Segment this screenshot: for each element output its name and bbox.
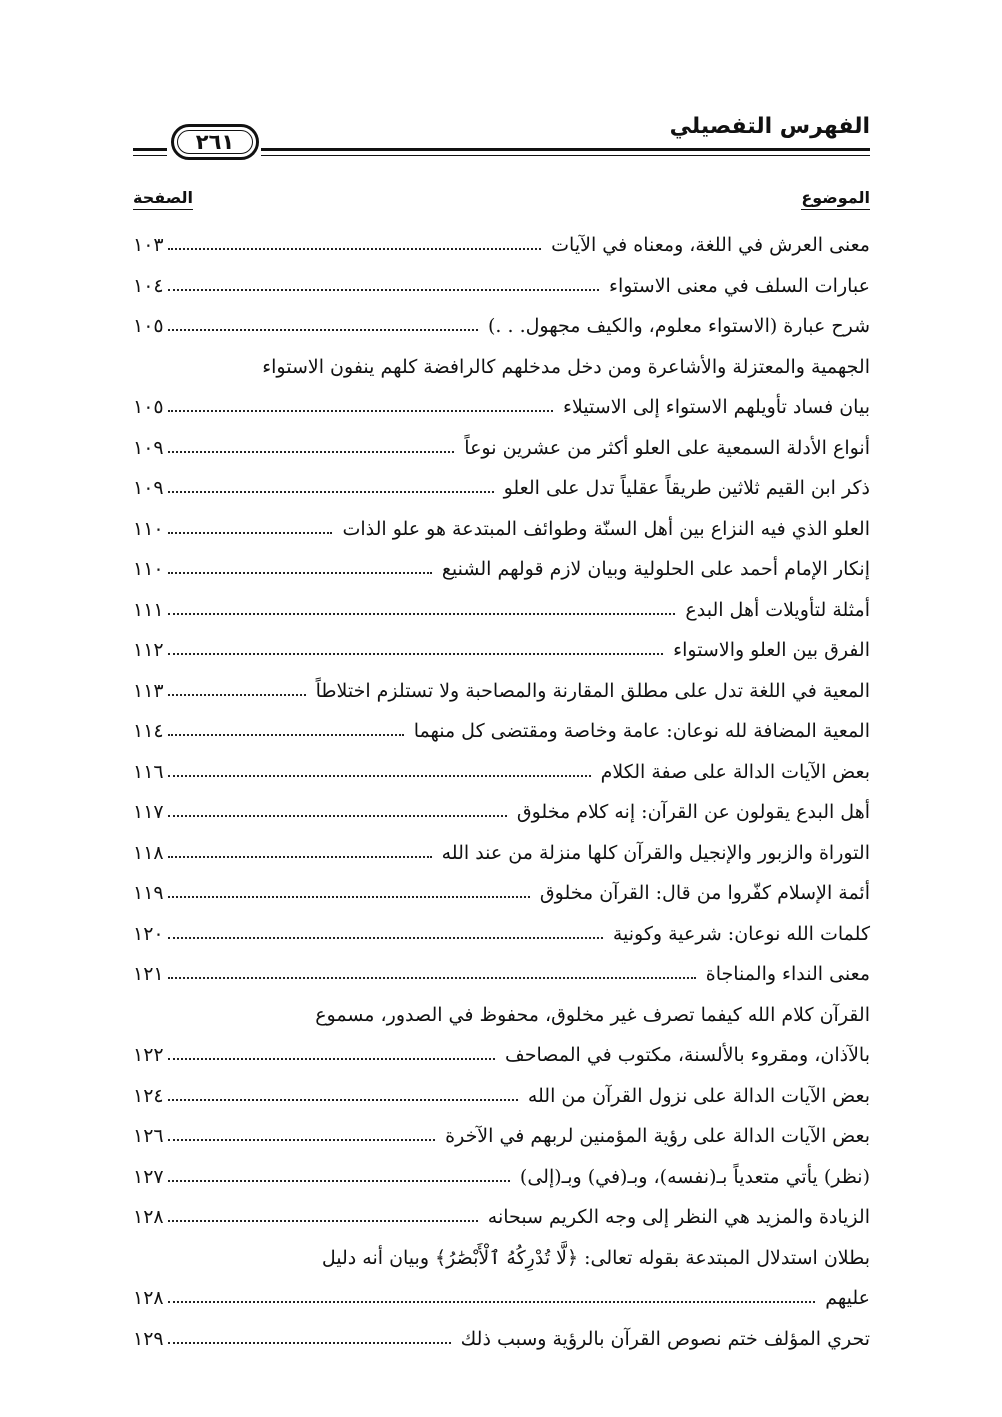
entry-text: العلو الذي فيه النزاع بين أهل السنّة وطوائف المبتدعة هو علو الذات	[342, 517, 870, 540]
entry-page-number: ١١٣	[133, 679, 164, 702]
entry-page-number: ١١٤	[133, 720, 164, 742]
dot-leader	[168, 613, 675, 615]
index-entry	[133, 1241, 870, 1282]
entry-page-number: ١٠٥	[133, 396, 164, 418]
entry-text: الزيادة والمزيد هي النظر إلى وجه الكريم سبحانه	[487, 1206, 870, 1228]
index-entry	[133, 552, 870, 593]
dot-leader	[168, 532, 332, 534]
dot-leader	[168, 491, 494, 493]
entry-page-number: ١١٦	[133, 760, 164, 783]
index-entry	[133, 350, 870, 391]
dot-leader	[168, 815, 507, 817]
index-entry	[133, 674, 870, 715]
entry-text: بعض الآيات الدالة على صفة الكلام	[600, 760, 870, 783]
entry-text: أنواع الأدلة السمعية على العلو أكثر من عشرين نوعاً	[464, 436, 870, 459]
entry-text: بالآذان، ومقروء بالألسنة، مكتوب في المصاحف	[505, 1044, 870, 1066]
dot-leader	[168, 1301, 815, 1303]
dot-leader	[168, 410, 553, 412]
entry-page-number: ١٢٩	[133, 1327, 164, 1350]
index-entry	[133, 228, 870, 269]
entry-page-number: ١٠٥	[133, 315, 164, 337]
entry-text: عليهم	[825, 1287, 870, 1309]
index-entry	[133, 1281, 870, 1322]
index-entry	[133, 309, 870, 350]
index-entry	[133, 795, 870, 836]
dot-leader	[168, 937, 603, 939]
header-rule	[133, 155, 167, 156]
dot-leader	[168, 289, 599, 291]
header-rule	[261, 148, 870, 151]
dot-leader	[168, 1099, 518, 1101]
entry-text: أمثلة لتأويلات أهل البدع	[685, 598, 870, 621]
entry-text: المعية في اللغة تدل على مطلق المقارنة والمصاحبة ولا تستلزم اختلاطاً	[315, 679, 870, 702]
entry-text: القرآن كلام الله كيفما تصرف غير مخلوق، محفوظ في الصدور، مسموع	[315, 1003, 870, 1026]
entry-page-number: ١١٠	[133, 558, 164, 580]
index-entries	[133, 228, 870, 1362]
entry-text: معنى النداء والمناجاة	[705, 963, 870, 985]
entry-text: إنكار الإمام أحمد على الحلولية وبيان لازم قولهم الشنيع	[441, 558, 870, 580]
entry-page-number: ١٢٤	[133, 1084, 164, 1107]
running-title: الفهرس التفصيلي	[669, 114, 870, 139]
entry-text: معنى العرش في اللغة، ومعناه في الآيات	[551, 234, 870, 256]
entry-page-number: ١٢٦	[133, 1125, 164, 1147]
index-entry	[133, 471, 870, 512]
column-head-topic: الموضوع	[801, 188, 870, 210]
index-entry	[133, 390, 870, 431]
header-rule	[133, 148, 167, 151]
dot-leader	[168, 1220, 478, 1222]
entry-page-number: ١٠٩	[133, 436, 164, 459]
dot-leader	[168, 775, 591, 777]
entry-text: بعض الآيات الدالة على رؤية المؤمنين لربهم في الآخرة	[445, 1125, 870, 1147]
dot-leader	[168, 572, 432, 574]
entry-page-number: ١١٩	[133, 882, 164, 904]
page-number: ٢٦١	[195, 130, 235, 154]
index-entry	[133, 269, 870, 310]
index-entry	[133, 714, 870, 755]
dot-leader	[168, 329, 478, 331]
dot-leader	[168, 248, 541, 250]
entry-page-number: ١٢٨	[133, 1287, 164, 1309]
entry-text: أهل البدع يقولون عن القرآن: إنه كلام مخلوق	[516, 801, 870, 823]
entry-text: ذكر ابن القيم ثلاثين طريقاً عقلياً تدل على العلو	[503, 477, 870, 499]
column-head-page: الصفحة	[133, 188, 193, 210]
entry-page-number: ١١٧	[133, 801, 164, 823]
dot-leader	[168, 451, 454, 453]
entry-page-number: ١٢٨	[133, 1206, 164, 1228]
dot-leader	[168, 1058, 495, 1060]
entry-text: المعية المضافة لله نوعان: عامة وخاصة ومقتضى كل منهما	[413, 720, 870, 742]
dot-leader	[168, 653, 663, 655]
dot-leader	[168, 977, 696, 979]
entry-page-number: ١٢٧	[133, 1165, 164, 1188]
index-entry	[133, 1200, 870, 1241]
entry-page-number: ١٢٠	[133, 922, 164, 945]
page-number-badge	[171, 124, 259, 160]
entry-text: تحري المؤلف ختم نصوص القرآن بالرؤية وسبب ذلك	[460, 1327, 870, 1350]
dot-leader	[168, 896, 530, 898]
index-entry	[133, 755, 870, 796]
entry-text: أئمة الإسلام كفّروا من قال: القرآن مخلوق	[539, 882, 870, 904]
entry-page-number: ١٠٣	[133, 234, 164, 256]
entry-text: الفرق بين العلو والاستواء	[673, 639, 870, 661]
header-rule	[261, 155, 870, 156]
dot-leader	[168, 694, 306, 696]
entry-page-number: ١١٢	[133, 639, 164, 661]
entry-page-number: ١٠٤	[133, 274, 164, 297]
index-entry	[133, 1119, 870, 1160]
dot-leader	[168, 1139, 435, 1141]
index-entry	[133, 512, 870, 553]
index-entry	[133, 876, 870, 917]
dot-leader	[168, 1180, 510, 1182]
index-entry	[133, 1322, 870, 1363]
index-entry	[133, 1160, 870, 1201]
entry-text: كلمات الله نوعان: شرعية وكونية	[612, 922, 870, 945]
entry-text: بيان فساد تأويلهم الاستواء إلى الاستيلاء	[563, 396, 870, 418]
entry-text: عبارات السلف في معنى الاستواء	[609, 274, 870, 297]
entry-page-number: ١١٠	[133, 517, 164, 540]
entry-text: شرح عبارة (الاستواء معلوم، والكيف مجهول. . .)	[488, 315, 870, 337]
entry-page-number: ١٢١	[133, 963, 164, 985]
dot-leader	[168, 734, 404, 736]
entry-text: بطلان استدلال المبتدعة بقوله تعالى: ﴿لَّا تُدْرِكُهُ ٱلْأَبْصَٰرُ﴾ وبيان أنه دليل	[321, 1246, 870, 1269]
entry-text: بعض الآيات الدالة على نزول القرآن من الله	[527, 1084, 870, 1107]
index-entry	[133, 431, 870, 472]
index-entry	[133, 1079, 870, 1120]
entry-page-number: ١٢٢	[133, 1044, 164, 1066]
dot-leader	[168, 856, 432, 858]
entry-page-number: ١١١	[133, 598, 164, 621]
entry-page-number: ١٠٩	[133, 477, 164, 499]
index-entry	[133, 917, 870, 958]
entry-text: التوراة والزبور والإنجيل والقرآن كلها منزلة من عند الله	[441, 841, 870, 864]
entry-page-number: ١١٨	[133, 841, 164, 864]
index-entry	[133, 998, 870, 1039]
running-header	[133, 112, 870, 162]
dot-leader	[168, 1342, 451, 1344]
index-entry	[133, 836, 870, 877]
index-entry	[133, 593, 870, 634]
index-entry	[133, 633, 870, 674]
entry-text: الجهمية والمعتزلة والأشاعرة ومن دخل مدخلهم كالرافضة كلهم ينفون الاستواء	[262, 355, 870, 378]
entry-text: (نظر) يأتي متعدياً بـ(نفسه)، وبـ(في) وبـ(إلى)	[519, 1165, 870, 1188]
index-entry	[133, 957, 870, 998]
index-entry	[133, 1038, 870, 1079]
